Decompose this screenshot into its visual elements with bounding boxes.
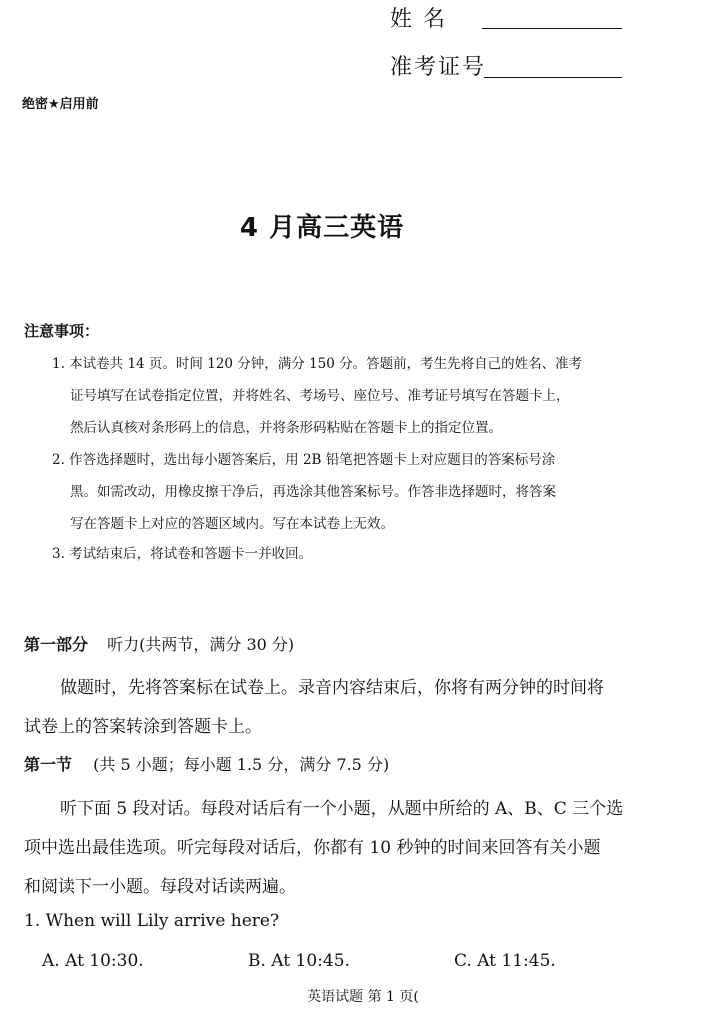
part1-heading-rest: 听力(共两节，满分 30 分) — [107, 635, 295, 654]
notice-line: 1. 本试卷共 14 页。时间 120 分钟，满分 150 分。答题前，考生先将自己的姓名、准考 — [52, 356, 583, 372]
part1-instruction-line: 试卷上的答案转涂到答题卡上。 — [24, 717, 262, 737]
name-field-line — [482, 28, 622, 29]
option-a: A. At 10:30. — [42, 951, 144, 971]
section1-instruction-line: 听下面 5 段对话。每段对话后有一个小题，从题中所给的 A、B、C 三个选 — [60, 799, 624, 819]
section1-instruction-line: 和阅读下一小题。每段对话读两遍。 — [24, 877, 296, 897]
part1-instruction-line: 做题时，先将答案标在试卷上。录音内容结束后，你将有两分钟的时间将 — [60, 678, 604, 698]
notice-line: 写在答题卡上对应的答题区域内。写在本试卷上无效。 — [70, 516, 394, 532]
option-c: C. At 11:45. — [454, 951, 556, 971]
exam-id-label: 准考证号 — [390, 55, 487, 80]
notice-heading: 注意事项： — [24, 322, 100, 340]
option-b: B. At 10:45. — [248, 951, 350, 971]
notice-line: 黑。如需改动，用橡皮擦干净后，再选涂其他答案标号。作答非选择题时，将答案 — [70, 484, 556, 500]
part1-heading-label: 第一部分 — [24, 635, 89, 654]
name-label: 姓 名 — [390, 7, 447, 32]
section1-heading-label: 第一节 — [24, 755, 73, 774]
page-footer: 英语试题 第 1 页( — [307, 989, 419, 1005]
part1-heading — [24, 632, 294, 655]
page-title: 4 月高三英语 — [239, 213, 405, 243]
section1-instruction-line: 项中选出最佳选项。听完每段对话后，你都有 10 秒钟的时间来回答有关小题 — [24, 838, 601, 858]
secret-mark: 绝密★启用前 — [22, 97, 99, 112]
question-text: 1. When will Lily arrive here? — [24, 911, 280, 931]
notice-line: 3. 考试结束后，将试卷和答题卡一并收回。 — [52, 546, 313, 562]
section1-heading-rest: (共 5 小题；每小题 1.5 分，满分 7.5 分) — [93, 755, 390, 774]
notice-line: 证号填写在试卷指定位置，并将姓名、考场号、座位号、准考证号填写在答题卡上， — [70, 388, 570, 404]
notice-line: 2. 作答选择题时，选出每小题答案后，用 2B 铅笔把答题卡上对应题目的答案标号涂 — [52, 452, 556, 468]
exam-id-field-line — [484, 77, 622, 78]
section1-heading — [24, 752, 389, 775]
notice-line: 然后认真核对条形码上的信息，并将条形码粘贴在答题卡上的指定位置。 — [70, 420, 502, 436]
